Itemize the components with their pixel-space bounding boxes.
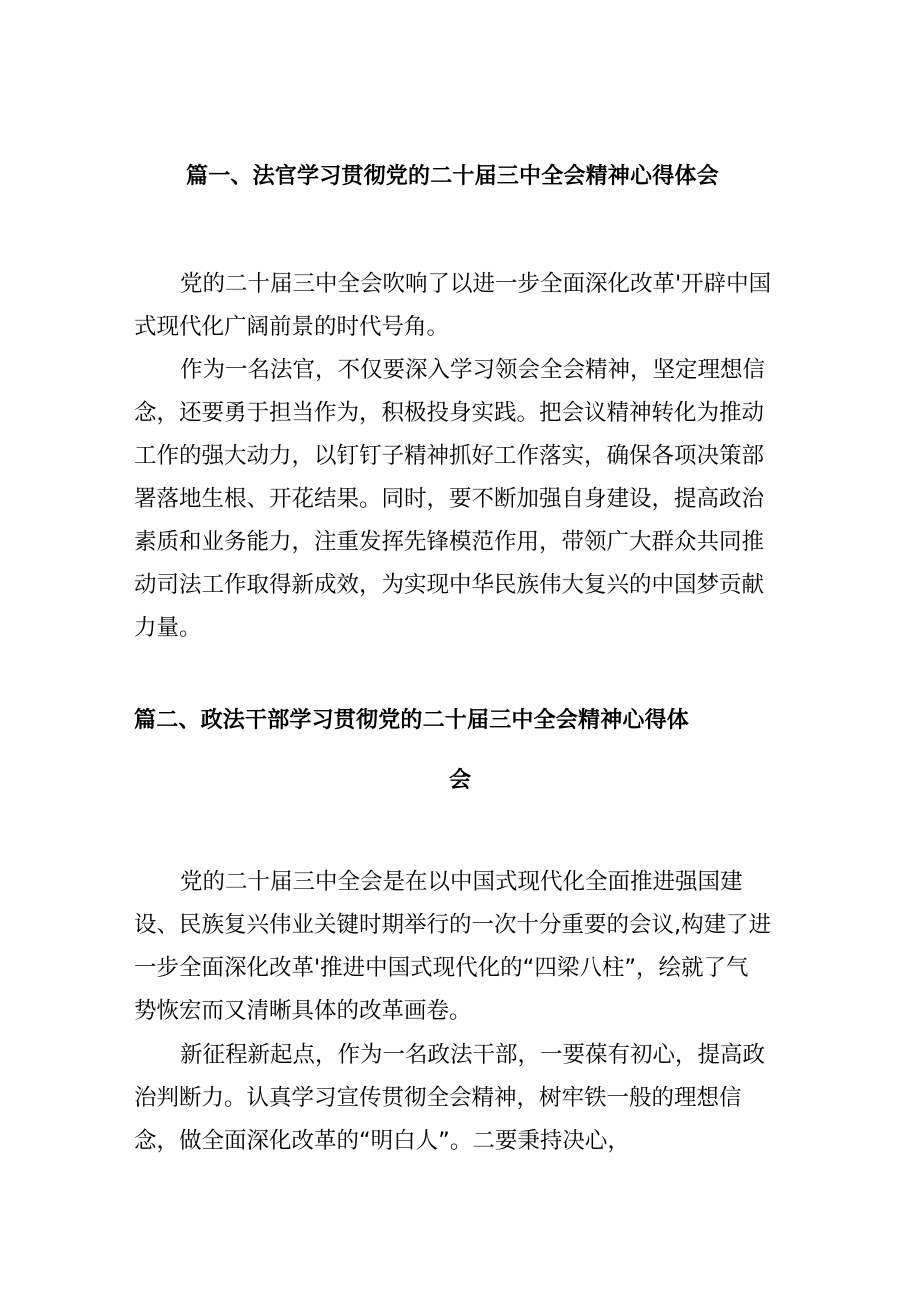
s2-p2-line-3: 念，做全面深化改革的“明白人”。二要秉持决心， bbox=[134, 1128, 630, 1154]
section-2-title: 篇二、政法干部学习贯彻党的二十届三中全会精神心得体 bbox=[134, 708, 690, 733]
s1-p2-line-6: 动司法工作取得新成效，为实现中华民族伟大复兴的中国梦贡献 bbox=[134, 572, 765, 598]
s1-p2-line-1: 作为一名法官，不仅要深入学习领会全会精神，坚定理想信 bbox=[180, 357, 766, 383]
section-1-title: 篇一、法官学习贯彻党的二十届三中全会精神心得体会 bbox=[186, 164, 719, 189]
s1-p2-line-2: 念，还要勇于担当作为，积极投身实践。把会议精神转化为推动 bbox=[134, 400, 765, 426]
s1-p1-line-2: 式现代化广阔前景的时代号角。 bbox=[134, 314, 450, 340]
s1-p2-line-7: 力量。 bbox=[134, 615, 202, 641]
s2-p1-line-3: 一步全面深化改革'推进中国式现代化的“四梁八柱”，绘就了气 bbox=[134, 955, 749, 981]
s2-p1-line-2: 设、民族复兴伟业关键时期举行的一次十分重要的会议,构建了进 bbox=[134, 912, 772, 938]
s2-p1-line-1: 党的二十届三中全会是在以中国式现代化全面推进强国建 bbox=[180, 869, 743, 895]
s2-p2-line-1: 新征程新起点，作为一名政法干部，一要葆有初心，提高政 bbox=[180, 1042, 766, 1068]
s1-p2-line-5: 素质和业务能力，注重发挥先锋模范作用，带领广大群众共同推 bbox=[134, 529, 765, 555]
section-2-title-continued: 会 bbox=[449, 768, 472, 793]
s1-p1-line-1: 党的二十届三中全会吹响了以进一步全面深化改革'开辟中国 bbox=[180, 271, 772, 297]
s2-p1-line-4: 势恢宏而又清晰具体的改革画卷。 bbox=[134, 998, 472, 1024]
s1-p2-line-3: 工作的强大动力，以钉钉子精神抓好工作落实，确保各项决策部 bbox=[134, 443, 765, 469]
s1-p2-line-4: 署落地生根、开花结果。同时，要不断加强自身建设，提高政治 bbox=[134, 486, 765, 512]
s2-p2-line-2: 治判断力。认真学习宣传贯彻全会精神，树牢铁一般的理想信 bbox=[134, 1085, 742, 1111]
